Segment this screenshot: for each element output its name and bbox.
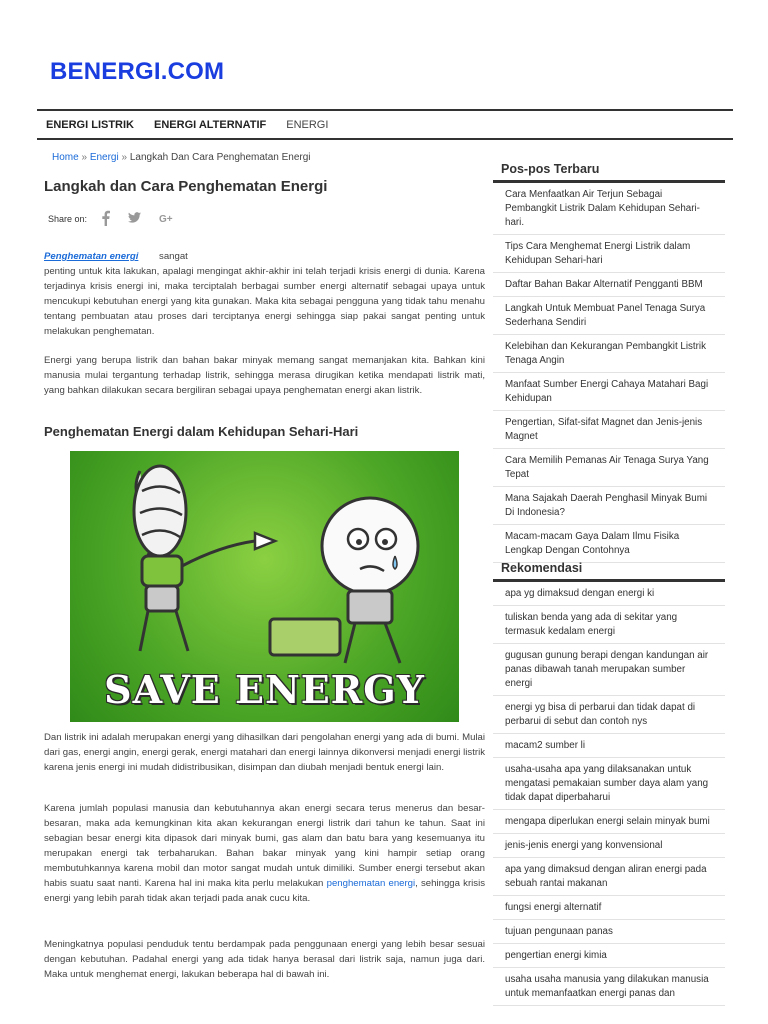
list-item[interactable]: usaha usaha manusia yang dilakukan manusia untuk memanfaatkan energi panas dan xyxy=(493,968,725,1006)
recommendations-list xyxy=(493,582,725,1006)
list-item[interactable]: Langkah Untuk Membuat Panel Tenaga Surya Sederhana Sendiri xyxy=(493,297,725,335)
inline-link[interactable]: Penghematan energi xyxy=(44,251,139,262)
list-item[interactable]: Mana Sajakah Daerah Penghasil Minyak Bumi Di Indonesia? xyxy=(493,487,725,525)
inline-link[interactable]: penghematan energi xyxy=(326,878,416,889)
list-item[interactable]: Tips Cara Menghemat Energi Listrik dalam Kehidupan Sehari-hari xyxy=(493,235,725,273)
google-plus-icon[interactable]: G+ xyxy=(159,213,173,225)
breadcrumb-current: Langkah Dan Cara Penghematan Energi xyxy=(129,152,311,163)
list-item[interactable]: Manfaat Sumber Energi Cahaya Matahari Bagi Kehidupan xyxy=(493,373,725,411)
list-item[interactable]: mengapa diperlukan energi selain minyak bumi xyxy=(493,810,725,834)
paragraph xyxy=(44,801,485,906)
list-item[interactable]: energi yg bisa di perbarui dan tidak dapat di perbarui di sebut dan contoh nys xyxy=(493,696,725,734)
list-item[interactable]: gugusan gunung berapi dengan kandungan air panas dibawah tanah merupakan sumber energi xyxy=(493,644,725,696)
list-item[interactable]: pengertian energi kimia xyxy=(493,944,725,968)
paragraph-text: , sehingga krisis energi yang lebih parah tidak akan terjadi pada anak cucu kita. xyxy=(44,878,485,904)
share-bar xyxy=(48,209,191,229)
nav-item-energi-alternatif[interactable]: ENERGI ALTERNATIF xyxy=(154,118,267,131)
facebook-icon[interactable] xyxy=(101,210,110,229)
paragraph-text: Karena jumlah populasi manusia dan kebutuhannya akan energi secara terus menerus dan besar-besaran, maka ada kemungkinan kita akan kekurangan energi listrik dari tahun ke tahun. Saat ini sebagian besar energi kita dipasok dari minyak bumi, gas alam dan batu bara yang kesemuanya itu merupakan energi tak terbaharukan. Bahan bakar minyak yang kini hampir setiap orang membutuhkannya karena mobil dan motor sangat mudah untuk dimiliki. Sumber energi tersebut akan habis suatu saat nanti. Karena hal ini maka kita perlu melakukan xyxy=(44,803,485,889)
site-title[interactable]: BENERGI.COM xyxy=(50,58,225,85)
sidebar-heading: Pos-pos Terbaru xyxy=(493,162,725,183)
list-item[interactable]: fungsi energi alternatif xyxy=(493,896,725,920)
breadcrumb-category[interactable]: Energi xyxy=(89,152,119,163)
section-heading: Penghematan Energi dalam Kehidupan Sehari-Hari xyxy=(44,424,359,439)
paragraph-intro-first-line xyxy=(44,249,224,264)
sidebar-heading: Rekomendasi xyxy=(493,561,725,582)
paragraph: Meningkatnya populasi penduduk tentu berdampak pada penggunaan energi yang lebih besar sesuai dengan kebutuhan. Padahal energi yang ada tidak hanya berasal dari listrik saja, namun juga dari. Maka untuk menghemat energi, lakukan beberapa hal di bawah ini. xyxy=(44,939,485,980)
list-item[interactable]: Cara Menfaatkan Air Terjun Sebagai Pembangkit Listrik Dalam Kehidupan Sehari-hari. xyxy=(493,183,725,235)
list-item[interactable]: jenis-jenis energi yang konvensional xyxy=(493,834,725,858)
share-label: Share on: xyxy=(48,214,88,224)
nav-item-energi[interactable]: ENERGI xyxy=(286,118,329,131)
image-caption-text: SAVE ENERGY xyxy=(104,667,425,712)
breadcrumb-home[interactable]: Home xyxy=(52,152,79,163)
list-item[interactable]: Kelebihan dan Kekurangan Pembangkit Listrik Tenaga Angin xyxy=(493,335,725,373)
list-item[interactable]: macam2 sumber li xyxy=(493,734,725,758)
paragraph-text: sangat xyxy=(159,251,188,262)
list-item[interactable]: usaha-usaha apa yang dilaksanakan untuk mengatasi pemakaian sumber daya alam yang tidak dapat diperbaharui xyxy=(493,758,725,810)
recent-posts-list xyxy=(493,183,725,563)
list-item[interactable]: Macam-macam Gaya Dalam Ilmu Fisika Lengkap Dengan Contohnya xyxy=(493,525,725,563)
page-title: Langkah dan Cara Penghematan Energi xyxy=(44,178,328,195)
breadcrumb xyxy=(52,152,311,163)
paragraph-intro: penting untuk kita lakukan, apalagi mengingat akhir-akhir ini telah terjadi krisis energi di dunia. Karena terjadinya krisis energi ini, maka terciptalah berbagai sumber energi alternatif sebagai upaya untuk mencukupi kebutuhan energi yang kita gunakan. Maka kita sebagai pengguna yang tidak tahu menahu tentang pembuatan atau proses dari terciptanya energi sehingga siap pakai sangat penting untuk melakukan penghematan. xyxy=(44,266,485,337)
sidebar-recommendations xyxy=(493,561,725,1006)
nav-item-energi-listrik[interactable]: ENERGI LISTRIK xyxy=(46,118,135,131)
main-nav xyxy=(37,109,733,140)
list-item[interactable]: apa yg dimaksud dengan energi ki xyxy=(493,582,725,606)
breadcrumb-separator: » xyxy=(121,152,128,163)
list-item[interactable]: Cara Memilih Pemanas Air Tenaga Surya Yang Tepat xyxy=(493,449,725,487)
breadcrumb-separator: » xyxy=(81,152,88,163)
twitter-icon[interactable] xyxy=(128,212,141,226)
article-image xyxy=(70,451,459,722)
sidebar-recent-posts xyxy=(493,162,725,563)
list-item[interactable]: tujuan pengunaan panas xyxy=(493,920,725,944)
list-item[interactable]: Daftar Bahan Bakar Alternatif Pengganti BBM xyxy=(493,273,725,297)
list-item[interactable]: apa yang dimaksud dengan aliran energi pada sebuah rantai makanan xyxy=(493,858,725,896)
paragraph: Dan listrik ini adalah merupakan energi yang dihasilkan dari pengolahan energi yang ada di bumi. Mulai dari gas, energi angin, energi gerak, energi matahari dan energi lainnya dikonversi menjadi energi listrik karena jenis energi ini mudah didistribusikan, disimpan dan diubah menjadi bentuk energi lain. xyxy=(44,732,485,773)
list-item[interactable]: Pengertian, Sifat-sifat Magnet dan Jenis-jenis Magnet xyxy=(493,411,725,449)
paragraph: Energi yang berupa listrik dan bahan bakar minyak memang sangat memanjakan kita. Bahkan kini manusia mulai tergantung terhadap listrik, sehingga merasa dirugikan ketika mendapati listrik mati, yang bahkan dilakukan secara bergiliran sebagai upaya penghematan energi akan listrik. xyxy=(44,355,485,396)
list-item[interactable]: tuliskan benda yang ada di sekitar yang termasuk kedalam energi xyxy=(493,606,725,644)
